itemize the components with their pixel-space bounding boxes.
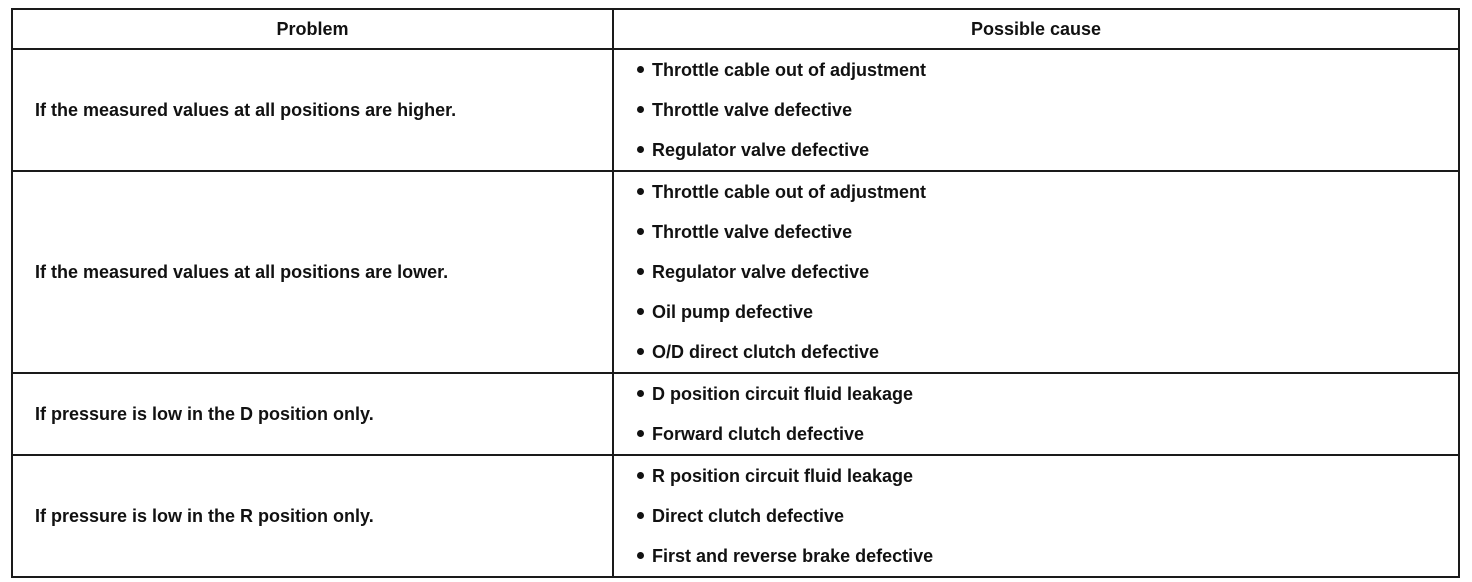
- cause-text: Forward clutch defective: [652, 424, 865, 444]
- problem-cell: If pressure is low in the D position only.: [12, 373, 613, 455]
- cause-list: [637, 172, 1458, 372]
- bullet-dot-icon: [637, 66, 644, 73]
- bullet-dot-icon: [637, 268, 644, 275]
- cause-text: R position circuit fluid leakage: [652, 466, 914, 486]
- cause-item: [637, 90, 1458, 130]
- problem-column-header: Problem: [12, 9, 613, 49]
- cause-list: [637, 50, 1458, 170]
- bullet-dot-icon: [637, 430, 644, 437]
- bullet-dot-icon: [637, 472, 644, 479]
- cause-item: [637, 496, 1458, 536]
- table-body: [12, 49, 1459, 577]
- table-row: [12, 373, 1459, 455]
- problem-cell: If the measured values at all positions are higher.: [12, 49, 613, 171]
- table-row: [12, 455, 1459, 577]
- cause-item: [637, 50, 1458, 90]
- cause-column-header: Possible cause: [613, 9, 1459, 49]
- problem-cell: If the measured values at all positions are lower.: [12, 171, 613, 373]
- cause-cell: [613, 373, 1459, 455]
- cause-item: [637, 172, 1458, 212]
- cause-item: [637, 252, 1458, 292]
- bullet-dot-icon: [637, 552, 644, 559]
- cause-text: First and reverse brake defective: [652, 546, 934, 566]
- table-row: [12, 171, 1459, 373]
- bullet-dot-icon: [637, 188, 644, 195]
- cause-item: [637, 332, 1458, 372]
- cause-list: [637, 456, 1458, 576]
- bullet-dot-icon: [637, 512, 644, 519]
- cause-item: [637, 536, 1458, 576]
- bullet-dot-icon: [637, 308, 644, 315]
- cause-text: O/D direct clutch defective: [652, 342, 880, 362]
- cause-item: [637, 374, 1458, 414]
- bullet-dot-icon: [637, 390, 644, 397]
- table-row: [12, 49, 1459, 171]
- bullet-dot-icon: [637, 146, 644, 153]
- cause-text: Throttle valve defective: [652, 100, 853, 120]
- diagnosis-table: [11, 8, 1460, 578]
- bullet-dot-icon: [637, 228, 644, 235]
- problem-cell: If pressure is low in the R position only.: [12, 455, 613, 577]
- cause-text: Direct clutch defective: [652, 506, 845, 526]
- cause-item: [637, 212, 1458, 252]
- cause-text: Throttle valve defective: [652, 222, 853, 242]
- bullet-dot-icon: [637, 348, 644, 355]
- cause-item: [637, 130, 1458, 170]
- cause-item: [637, 414, 1458, 454]
- cause-text: Regulator valve defective: [652, 140, 870, 160]
- cause-item: [637, 456, 1458, 496]
- cause-text: Throttle cable out of adjustment: [652, 182, 927, 202]
- cause-text: D position circuit fluid leakage: [652, 384, 914, 404]
- bullet-dot-icon: [637, 106, 644, 113]
- cause-text: Oil pump defective: [652, 302, 814, 322]
- cause-text: Throttle cable out of adjustment: [652, 60, 927, 80]
- cause-text: Regulator valve defective: [652, 262, 870, 282]
- cause-cell: [613, 171, 1459, 373]
- header-row: [12, 9, 1459, 49]
- cause-list: [637, 374, 1458, 454]
- cause-cell: [613, 455, 1459, 577]
- cause-item: [637, 292, 1458, 332]
- cause-cell: [613, 49, 1459, 171]
